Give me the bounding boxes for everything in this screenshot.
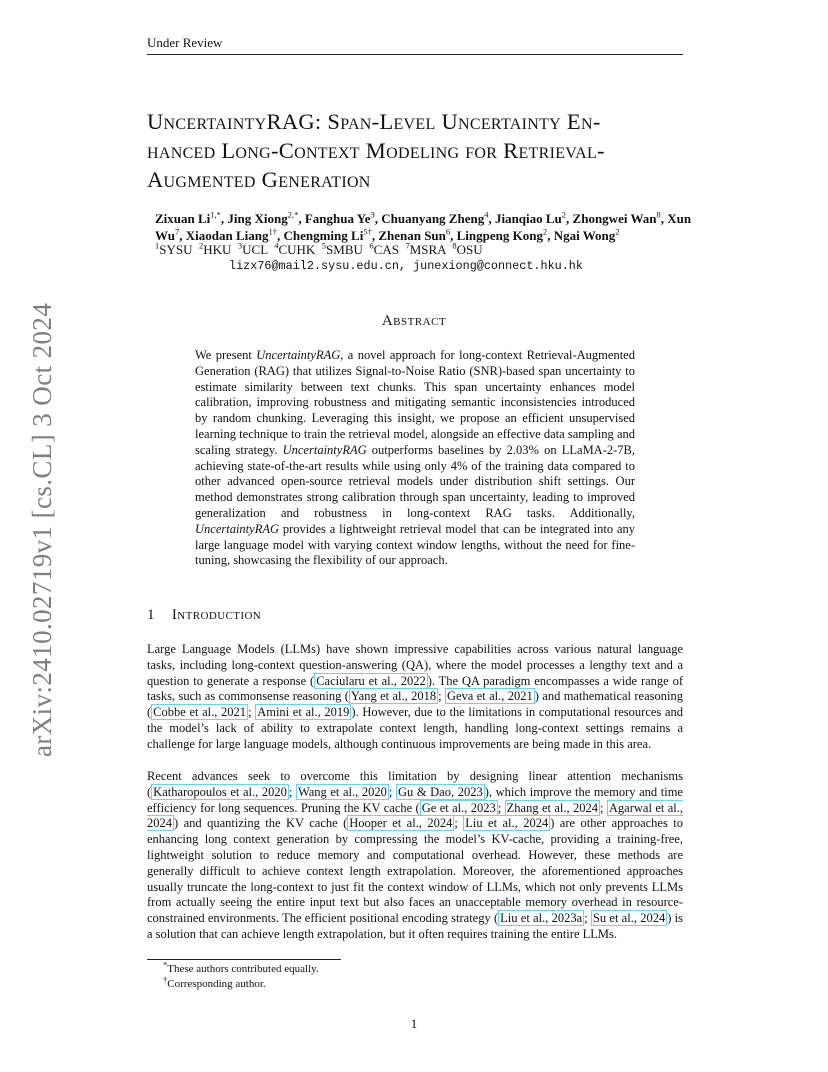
author-affiliation-mark: 2 [561, 209, 567, 220]
citation-link[interactable]: Agarwal et al., 2024 [147, 800, 684, 831]
body-text: ) are other approaches to enhancing long context generation by compressing the model’s KV-cache, providing a training-free, lightweight solution to reduce memory and computational overhead. However, these methods are generally difficult to achieve context length extrapolation. Moreover, the aforementioned approaches usually truncate the long-context to just fit the context window of LLMs, which not only prevents LLMs from actually seeing the entire input text but also faces an unacceptable memory overhead in resource-constrained environments. The efficient positional encoding strategy ( [147, 816, 683, 926]
citation-link[interactable]: Katharopoulos et al., 2020 [153, 784, 287, 799]
citation-link[interactable]: Zhang et al., 2024 [506, 800, 599, 815]
citation-link[interactable]: Liu et al., 2023a [500, 911, 583, 926]
body-text: ) is a solution that can achieve length extrapolation, but it often requires training the entire LLMs. [147, 911, 684, 941]
affiliation-name: OSU [456, 242, 483, 257]
affiliation-number: 7 [405, 240, 410, 251]
contact-emails: lizx76@mail2.sysu.edu.cn, junexiong@connect.hku.hk [229, 259, 583, 273]
affiliation-number: 4 [274, 240, 279, 251]
footnote-equal-contribution [163, 959, 319, 975]
author-name: Lingpeng Kong [456, 228, 543, 243]
body-text: ; [388, 784, 396, 799]
author-affiliation-mark: 2 [542, 226, 548, 237]
title-line-3: Augmented Generation [147, 167, 371, 192]
affiliation-number: 3 [237, 240, 243, 251]
author-affiliation-mark: 8 [656, 209, 661, 220]
author-affiliation-mark: 5† [363, 226, 372, 237]
author-name: Fanghua Ye [304, 211, 371, 226]
affiliation-name: HKU [203, 242, 238, 257]
body-text: ), which improve the memory and time efficiency for long sequences. Pruning the KV cache ( [147, 784, 683, 815]
section-number: 1 [147, 607, 155, 623]
body-text: , a novel approach for long-context Retrieval-Augmented Generation (RAG) that utilizes Signal-to-Noise Ratio (SNR)-based span uncertainty to estimate similarity between text chunks. This span uncertainty enhances model calibration, improving robustness and mitigating semantic inconsistencies introduced by random chunking. Leveraging this insight, we propose an efficient unsupervised learning technique to train the retrieval model, alongside an effective data sampling and scaling strategy. [195, 348, 635, 457]
section-heading [147, 607, 261, 624]
citation-link[interactable]: Hooper et al., 2024 [349, 816, 453, 831]
running-head: Under Review [147, 35, 683, 55]
citation-link[interactable]: Yang et al., 2018 [350, 689, 437, 704]
author-name: Xun Wu [155, 211, 692, 243]
affiliation-name: CUHK [278, 242, 322, 257]
body-text: ). The QA paradigm encompasses a wide range of tasks, such as commonsense reasoning ( [147, 673, 684, 704]
author-affiliation-mark: 7 [175, 226, 180, 237]
arxiv-identifier: arXiv:2410.02719v1 [cs.CL] 3 Oct 2024 [27, 302, 57, 757]
body-text: provides a lightweight retrieval model that can be integrated into any large language model with varying context window lengths, without the need for fine-tuning, showcasing the flexibility of our approach. [195, 521, 635, 568]
citation-link[interactable]: Geva et al., 2021 [446, 689, 533, 704]
affiliation-name: MSRA [409, 242, 453, 257]
citation-link[interactable]: Gu & Dao, 2023 [397, 784, 483, 799]
body-text: ; [288, 784, 296, 799]
author-name: Jianqiao Lu [494, 211, 562, 226]
method-name: UncertaintyRAG [195, 521, 280, 536]
author-name: Chuanyang Zheng [381, 211, 485, 226]
citation-link[interactable]: Cobbe et al., 2021 [153, 705, 247, 720]
author-name: Zhongwei Wan [572, 211, 657, 226]
body-text: ; [584, 911, 591, 926]
body-text: We present [195, 348, 257, 362]
author-name: Jing Xiong [227, 211, 288, 226]
citation-link[interactable]: Ge et al., 2023 [421, 800, 496, 815]
citation-link[interactable]: Amini et al., 2019 [257, 705, 350, 720]
affiliation-name: SYSU [159, 242, 199, 257]
body-text: Large Language Models (LLMs) have shown impressive capabilities across various natural language tasks, including long-context question-answering (QA), where the model processes a lengthy text and a question to generate a response ( [147, 642, 683, 688]
footnote-text: Corresponding author. [167, 978, 266, 990]
author-affiliation-mark: 2 [615, 226, 620, 237]
author-affiliation-mark: 2,* [287, 209, 299, 220]
footnote-divider [147, 959, 341, 960]
footnote-corresponding [163, 974, 266, 990]
citation-link[interactable]: Liu et al., 2024 [465, 816, 549, 831]
author-affiliation-mark: 3 [370, 209, 375, 220]
body-text: outperforms baselines by 2.03% on LLaMA-2-7B, achieving state-of-the-art results while using only 4% of the training data compared to other advanced open-source retrieval models under distribution shift settings. Our method demonstrates strong calibration through span uncertainty, leading to improved generalization and robustness in long-context RAG tasks. Additionally, [195, 442, 636, 520]
abstract-heading: Abstract [381, 313, 447, 329]
author-affiliation-mark: 1† [268, 226, 277, 237]
body-text: ) and quantizing the KV cache ( [174, 816, 348, 831]
citation-link[interactable]: Wang et al., 2020 [297, 784, 387, 799]
abstract-body [195, 348, 635, 569]
body-text: ; [438, 689, 445, 704]
author-affiliation-mark: 6 [445, 226, 451, 237]
author-affiliation-mark: 1,* [210, 209, 221, 220]
page-number: 1 [410, 1016, 418, 1031]
intro-paragraph-1 [147, 642, 683, 753]
body-text: Recent advances seek to overcome this limitation by designing linear attention mechanisms ( [147, 769, 683, 799]
author-name: Chengming Li [283, 228, 364, 243]
affiliation-number: 5 [321, 240, 327, 251]
method-name: UncertaintyRAG [256, 348, 341, 362]
author-name: Xiaodan Liang [185, 228, 269, 243]
footnote-mark: * [163, 959, 168, 970]
author-name: Ngai Wong [553, 228, 616, 243]
body-text: ). However, due to the limitations in computational resources and the model’s lack of ability to extrapolate context length, handling long-context settings remains a challenge for large language models, although continuous improvements are being made in this area. [147, 705, 683, 751]
footnote-mark: † [163, 974, 168, 985]
author-name: Zixuan Li [155, 211, 211, 226]
citation-link[interactable]: Su et al., 2024 [592, 911, 666, 926]
title-line-2: hanced Long-Context Modeling for Retrieval- [147, 138, 605, 163]
affiliation-number: 1 [155, 240, 160, 251]
paper-title [147, 107, 707, 194]
body-text: ) and mathematical reasoning ( [147, 689, 683, 720]
body-text: ; [600, 800, 607, 815]
affiliation-number: 2 [199, 240, 204, 251]
intro-paragraph-2 [147, 769, 683, 943]
author-list: Zixuan $Li^{1,*}$, Jing Xiong$^{2,*}$, Fanghua Ye$^3$, Chuanyang Zheng$^4$, Jianqiao Lu$^2$, Zhongwei Wan$^8$, Xun Wu$^7$, Xiaodan Liang$^{1\dagger}$, Chengming $Li^{5\dagger}$, Zhenan Sun$^6$, Lingpeng Kong$^2$, Ngai Wong$^2$ [155, 209, 692, 243]
footnote-text: These authors contributed equally. [167, 963, 319, 975]
method-name: UncertaintyRAG [282, 442, 367, 457]
affiliation-name: UCL [242, 242, 275, 257]
affiliation-number: 8 [452, 240, 457, 251]
body-text: ; [454, 816, 464, 831]
affiliation-list [155, 241, 483, 258]
citation-link[interactable]: Caciularu et al., 2022 [316, 673, 426, 688]
body-text: ; [497, 800, 505, 815]
affiliation-name: SMBU [326, 242, 370, 257]
affiliation-name: CAS [373, 242, 406, 257]
author-name: Zhenan Sun [378, 228, 446, 243]
affiliation-number: 6 [369, 240, 374, 251]
body-text: ; [248, 705, 256, 720]
section-title: Introduction [171, 607, 262, 623]
author-affiliation-mark: 4 [484, 209, 489, 220]
title-line-1: UncertaintyRAG: Span-Level Uncertainty En- [147, 109, 601, 134]
